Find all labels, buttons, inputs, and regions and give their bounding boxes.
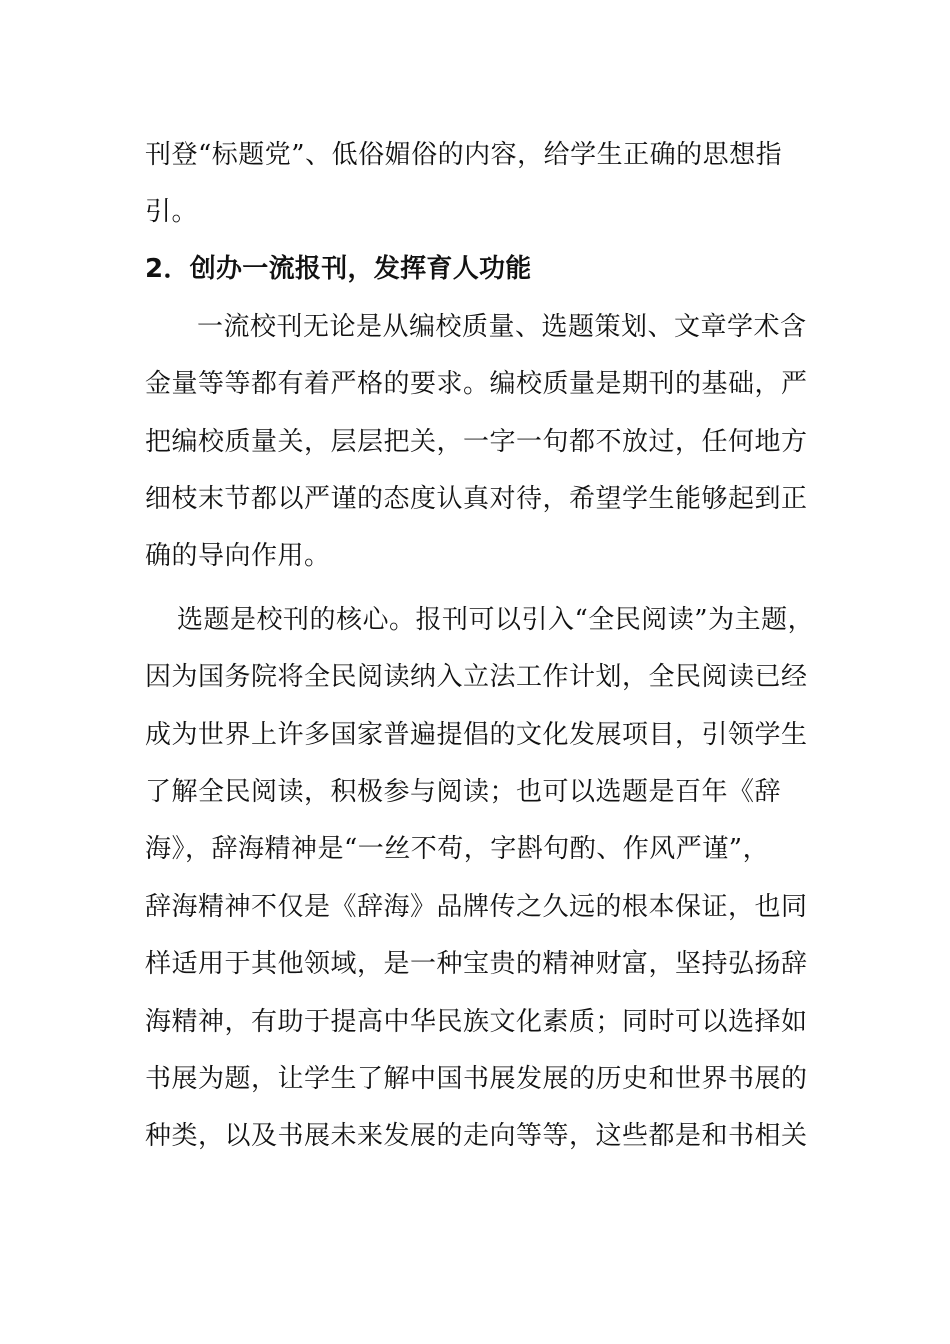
paragraph-2-line-2: 因为国务院将全民阅读纳入立法工作计划，全民阅读已经 (145, 662, 808, 692)
paragraph-1-line-1: 一流校刊无论是从编校质量、选题策划、文章学术含 (197, 312, 807, 342)
paragraph-2-line-8: 海精神，有助于提高中华民族文化素质；同时可以选择如 (145, 1007, 808, 1037)
paragraph-1-line-2: 金量等等都有着严格的要求。编校质量是期刊的基础，严 (145, 369, 808, 399)
paragraph-2-line-7: 样适用于其他领域，是一种宝贵的精神财富，坚持弘扬辞 (145, 949, 808, 979)
paragraph-1-line-5: 确的导向作用。 (145, 541, 331, 571)
paragraph-2-line-5: 海》，辞海精神是“一丝不苟，字斟句酌、作风严谨”， (145, 834, 770, 864)
paragraph-2-line-3: 成为世界上许多国家普遍提倡的文化发展项目，引领学生 (145, 720, 808, 750)
paragraph-1-line-4: 细枝末节都以严谨的态度认真对待，希望学生能够起到正 (145, 484, 808, 514)
paragraph-2-line-6: 辞海精神不仅是《辞海》品牌传之久远的根本保证，也同 (145, 892, 808, 922)
section-heading: 2．创办一流报刊，发挥育人功能 (145, 254, 532, 284)
paragraph-2-line-10: 种类，以及书展未来发展的走向等等，这些都是和书相关 (145, 1121, 808, 1151)
paragraph-2-line-1: 选题是校刊的核心。报刊可以引入“全民阅读”为主题， (177, 605, 815, 635)
text-line-1: 刊登“标题党”、低俗媚俗的内容，给学生正确的思想指 (145, 140, 783, 170)
paragraph-2-line-4: 了解全民阅读，积极参与阅读；也可以选题是百年《辞 (145, 777, 782, 807)
text-line-2: 引。 (145, 197, 199, 227)
paragraph-1-line-3: 把编校质量关，层层把关，一字一句都不放过，任何地方 (145, 427, 808, 457)
paragraph-2-line-9: 书展为题，让学生了解中国书展发展的历史和世界书展的 (145, 1064, 808, 1094)
